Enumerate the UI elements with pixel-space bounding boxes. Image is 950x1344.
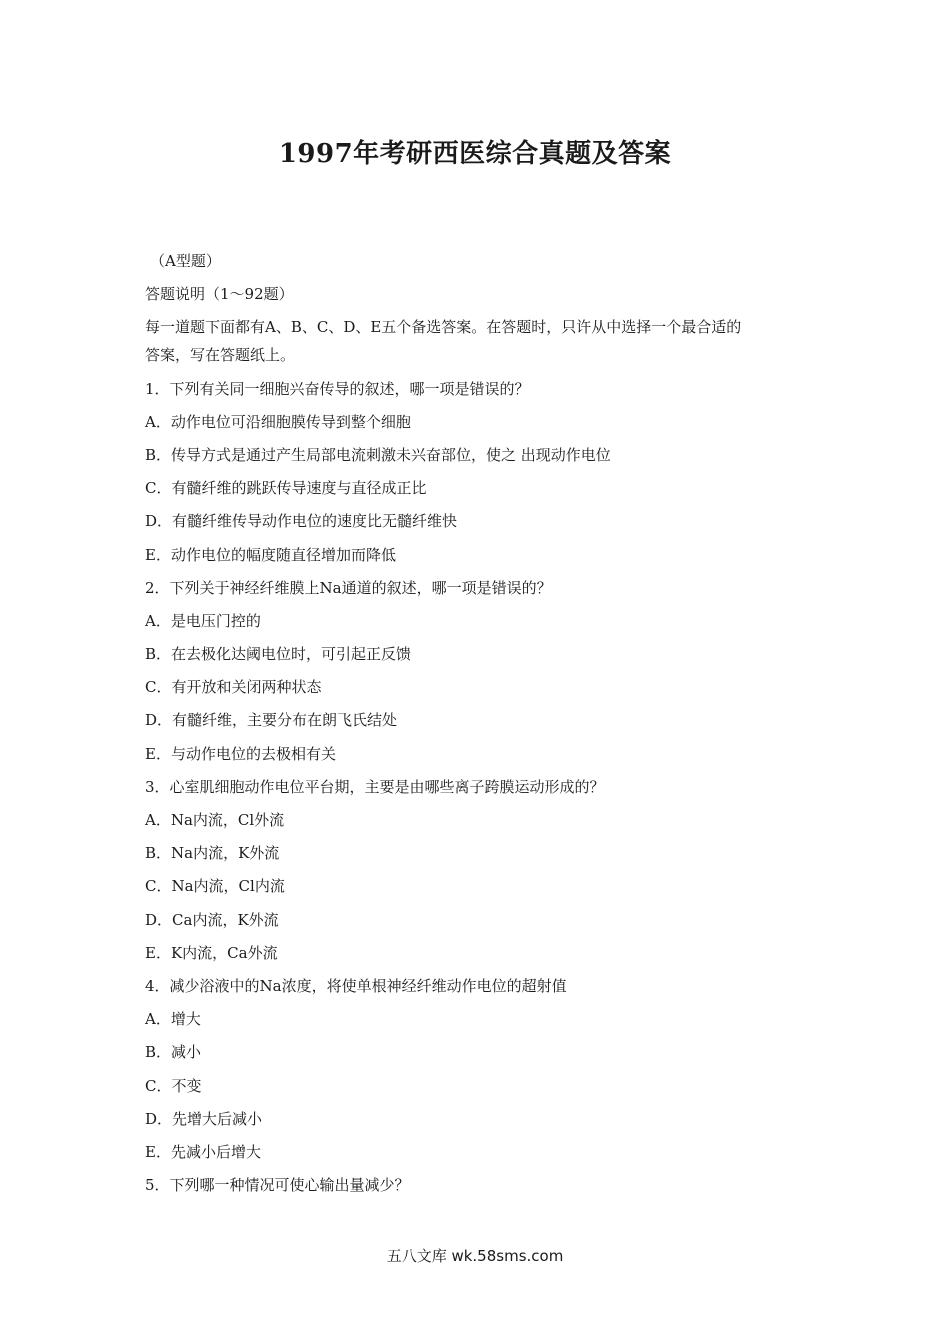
- document-body: [145, 252, 825, 1209]
- question-1-option-c: C．有髓纤维的跳跃传导速度与直径成正比: [145, 479, 427, 498]
- question-1-option-b: B．传导方式是通过产生局部电流刺激未兴奋部位，使之 出现动作电位: [145, 445, 611, 464]
- question-3-stem: 3．心室肌细胞动作电位平台期，主要是由哪些离子跨膜运动形成的？: [145, 777, 605, 796]
- question-2-option-c: C．有开放和关闭两种状态: [145, 678, 322, 697]
- question-3-option-a: A．Na内流，Cl外流: [145, 811, 285, 829]
- instructions-text-line-2: 答案，写在答题纸上。: [145, 346, 296, 365]
- question-4-option-d: D．先增大后减小: [145, 1109, 263, 1128]
- question-1-option-e: E．动作电位的幅度随直径增加而降低: [145, 545, 396, 564]
- footer-watermark: 五八文库 wk.58sms.com: [386, 1247, 564, 1265]
- instructions-heading: 答题说明（1～92题）: [145, 285, 294, 304]
- question-3-option-b: B．Na内流，K外流: [145, 844, 280, 863]
- question-5-stem: 5．下列哪一种情况可使心输出量减少？: [145, 1176, 410, 1195]
- question-4-option-b: B．减小: [145, 1043, 202, 1062]
- question-2-option-d: D．有髓纤维，主要分布在朗飞氏结处: [145, 711, 398, 730]
- section-type: （A型题）: [150, 252, 221, 270]
- instructions-text-line-1: 每一道题下面都有A、B、C、D、E五个备选答案。在答题时，只许从中选择一个最合适的: [145, 318, 742, 337]
- question-2-stem: 2．下列关于神经纤维膜上Na通道的叙述，哪一项是错误的？: [145, 578, 552, 597]
- page-title: 1997年考研西医综合真题及答案: [278, 139, 672, 169]
- question-4-stem: 4．减少浴液中的Na浓度，将使单根神经纤维动作电位的超射值: [145, 976, 567, 995]
- question-2-option-b: B．在去极化达阈电位时，可引起正反馈: [145, 645, 412, 664]
- question-3-option-c: C．Na内流，Cl内流: [145, 877, 285, 896]
- question-4-option-a: A．增大: [145, 1010, 201, 1029]
- question-1-option-a: A．动作电位可沿细胞膜传导到整个细胞: [145, 412, 411, 431]
- question-2-option-e: E．与动作电位的去极相有关: [145, 744, 336, 763]
- question-3-option-d: D．Ca内流，K外流: [145, 910, 279, 929]
- question-1-stem: 1．下列有关同一细胞兴奋传导的叙述，哪一项是错误的？: [145, 379, 530, 398]
- question-4-option-c: C．不变: [145, 1076, 202, 1095]
- question-1-option-d: D．有髓纤维传导动作电位的速度比无髓纤维快: [145, 512, 458, 531]
- question-2-option-a: A．是电压门控的: [145, 611, 261, 630]
- question-3-option-e: E．K内流，Ca外流: [145, 943, 278, 962]
- question-4-option-e: E．先减小后增大: [145, 1142, 261, 1161]
